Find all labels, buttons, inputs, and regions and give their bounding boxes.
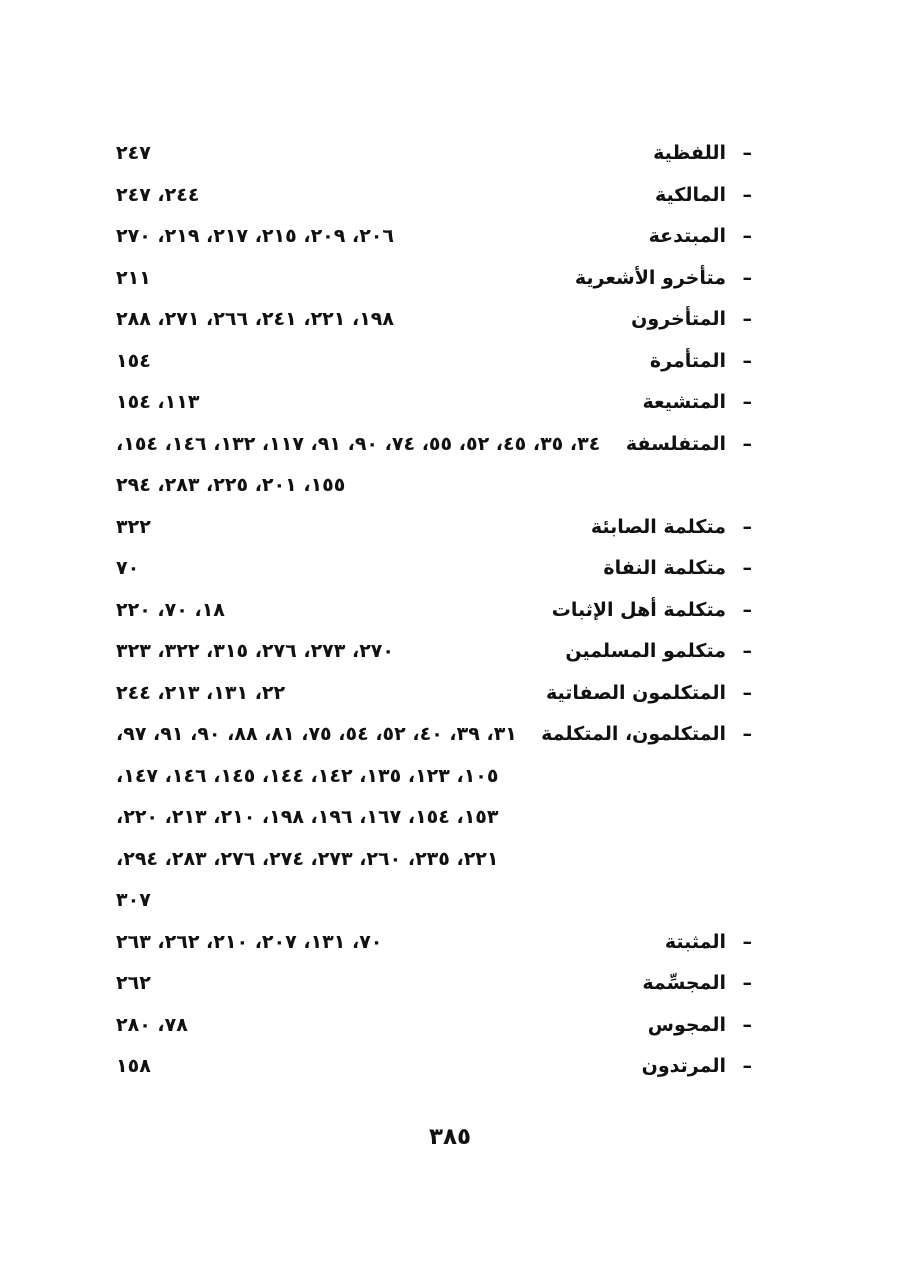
entry-page-refs-continued: ١٠٥، ١٢٣، ١٣٥، ١٤٢، ١٤٤، ١٤٥، ١٤٦، ١٤٧، xyxy=(116,764,499,787)
entry-dash: – xyxy=(742,972,752,994)
entry-term: المجسِّمة xyxy=(642,972,726,994)
entry-dash: – xyxy=(742,142,752,164)
entry-dash: – xyxy=(742,681,752,704)
index-entry xyxy=(116,142,752,182)
entry-page-refs: ١٥٨ xyxy=(116,1055,151,1077)
entry-dash: – xyxy=(742,723,752,745)
entry-dash: – xyxy=(742,308,752,330)
entry-page-refs: ٣١، ٣٩، ٤٠، ٥٢، ٥٤، ٧٥، ٨١، ٨٨، ٩٠، ٩١، ٩٧، xyxy=(116,723,517,745)
entry-page-refs: ٣٢٢ xyxy=(116,515,151,538)
entry-dash: – xyxy=(742,391,752,413)
entry-page-refs: ٧٠، ١٣١، ٢٠٧، ٢١٠، ٢٦٢، ٢٦٣ xyxy=(116,930,383,953)
index-entry xyxy=(116,267,752,307)
index-entry xyxy=(116,184,752,224)
index-entry xyxy=(116,308,752,348)
entry-dash: – xyxy=(742,183,752,206)
entry-page-refs: ١٩٨، ٢٢١، ٢٤١، ٢٦٦، ٢٧١، ٢٨٨ xyxy=(116,308,394,330)
entry-page-refs: ٢٧٠، ٢٧٣، ٢٧٦، ٣١٥، ٣٢٢، ٣٢٣ xyxy=(116,640,394,662)
entry-page-refs-continued: ١٥٣، ١٥٤، ١٦٧، ١٩٦، ١٩٨، ٢١٠، ٢١٣، ٢٢٠، xyxy=(116,806,499,828)
entry-page-refs: ٣٤، ٣٥، ٤٥، ٥٢، ٥٥، ٧٤، ٩٠، ٩١، ١١٧، ١٣٢، ١٤٦، ١٥٤، xyxy=(116,432,601,455)
index-entry xyxy=(116,391,752,431)
entry-term: المبتدعة xyxy=(648,225,726,247)
index-entry xyxy=(116,723,752,763)
entry-dash: – xyxy=(742,598,752,621)
page-number: ٣٨٥ xyxy=(428,1124,472,1150)
entry-page-refs-continued: ٢٢١، ٢٣٥، ٢٦٠، ٢٧٣، ٢٧٤، ٢٧٦، ٢٨٣، ٢٩٤، xyxy=(116,847,499,870)
entry-page-refs-continued: ١٥٥، ٢٠١، ٢٢٥، ٢٨٣، ٢٩٤ xyxy=(116,474,346,496)
index-entry xyxy=(116,931,752,971)
entry-term: اللفظية xyxy=(653,142,726,164)
entry-dash: – xyxy=(742,225,752,247)
entry-page-refs: ٢٢، ١٣١، ٢١٣، ٢٤٤ xyxy=(116,681,286,704)
entry-dash: – xyxy=(742,349,752,372)
index-entry xyxy=(116,433,752,473)
index-entry xyxy=(116,640,752,680)
index-entry xyxy=(116,1055,752,1095)
entry-dash: – xyxy=(742,557,752,579)
entry-term: المتأمرة xyxy=(649,349,726,372)
entry-term: المثبتة xyxy=(664,930,726,953)
entry-term: متكلمة أهل الإثبات xyxy=(551,598,726,621)
entry-term: المتكلمون، المتكلمة xyxy=(541,723,726,745)
entry-dash: – xyxy=(742,515,752,538)
index-entry xyxy=(116,557,752,597)
entry-page-refs: ٢١١ xyxy=(116,266,151,289)
entry-term: المجوس xyxy=(647,1013,726,1036)
entry-term: المتأخرون xyxy=(631,308,726,330)
entry-page-refs: ٧٨، ٢٨٠ xyxy=(116,1013,188,1036)
entry-page-refs: ١٥٤ xyxy=(116,349,151,372)
entry-term: متكلمة النفاة xyxy=(603,557,726,579)
entry-dash: – xyxy=(742,640,752,662)
index-entry xyxy=(116,225,752,265)
entry-term: المتكلمون الصفاتية xyxy=(545,681,726,704)
entry-term: متأخرو الأشعرية xyxy=(574,266,726,289)
entry-page-refs: ٢٤٧ xyxy=(116,142,151,164)
index-entry xyxy=(116,972,752,1012)
entry-term: متكلمة الصابئة xyxy=(590,515,726,538)
entry-term: المرتدون xyxy=(641,1055,726,1077)
entry-dash: – xyxy=(742,1013,752,1036)
index-entry xyxy=(116,1014,752,1054)
entry-page-refs: ٧٠ xyxy=(116,557,140,579)
entry-term: متكلمو المسلمين xyxy=(565,640,726,662)
entry-dash: – xyxy=(742,930,752,953)
index-entry xyxy=(116,516,752,556)
entry-page-refs-continued: ٣٠٧ xyxy=(116,889,151,911)
index-entry xyxy=(116,682,752,722)
entry-term: المالكية xyxy=(655,183,726,206)
entry-page-refs: ٢٠٦، ٢٠٩، ٢١٥، ٢١٧، ٢١٩، ٢٧٠ xyxy=(116,225,394,247)
entry-dash: – xyxy=(742,1055,752,1077)
index-entry xyxy=(116,350,752,390)
entry-term: المتفلسفة xyxy=(625,432,726,455)
entry-term: المتشيعة xyxy=(642,391,726,413)
index-entry xyxy=(116,599,752,639)
entry-dash: – xyxy=(742,432,752,455)
entry-dash: – xyxy=(742,266,752,289)
entry-page-refs: ١١٣، ١٥٤ xyxy=(116,391,200,413)
entry-page-refs: ١٨، ٧٠، ٢٢٠ xyxy=(116,598,225,621)
entry-page-refs: ٢٤٤، ٢٤٧ xyxy=(116,183,200,206)
entry-page-refs: ٢٦٢ xyxy=(116,972,151,994)
